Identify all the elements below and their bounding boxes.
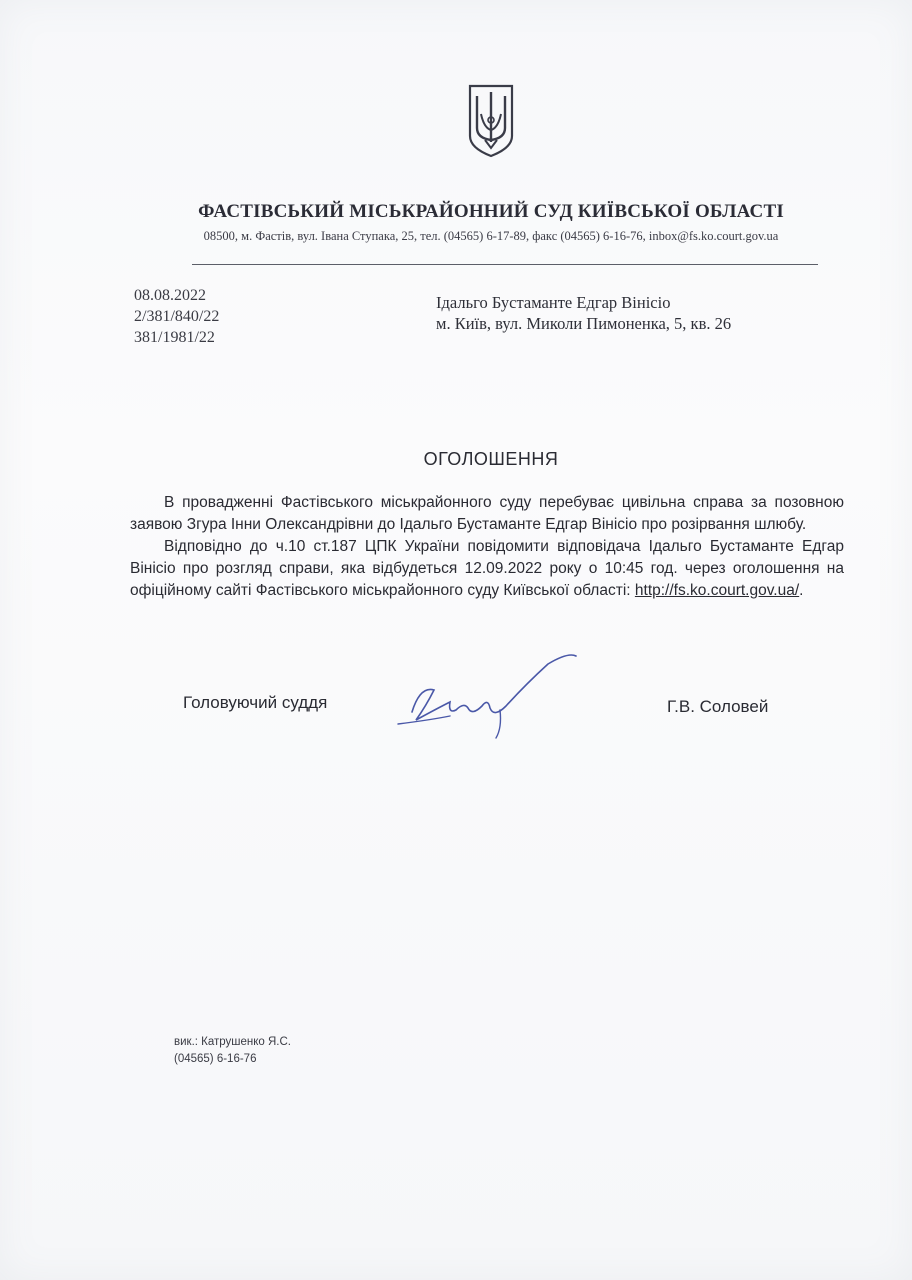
- link-suffix: .: [799, 582, 804, 599]
- trident-coat-of-arms-icon: [466, 84, 516, 158]
- executor-phone: (04565) 6-16-76: [174, 1053, 257, 1065]
- recipient-block: [436, 292, 731, 334]
- reference-block: [134, 285, 219, 348]
- outgoing-number: 2/381/840/22: [134, 308, 220, 325]
- court-website-link[interactable]: http://fs.ko.court.gov.ua/: [634, 582, 800, 599]
- notice-title: ОГОЛОШЕННЯ: [423, 449, 559, 469]
- notice-paragraph-2: [130, 536, 844, 602]
- recipient-address: м. Київ, вул. Миколи Пимоненка, 5, кв. 26: [436, 314, 732, 333]
- executor-name: вик.: Катрушенко Я.С.: [174, 1036, 291, 1048]
- recipient-name: Ідальго Бустаманте Едгар Вінісіо: [436, 293, 671, 312]
- judge-name: Г.В. Соловей: [667, 697, 769, 716]
- case-number: 381/1981/22: [134, 329, 215, 346]
- header-divider: [192, 264, 818, 265]
- handwritten-signature: [390, 650, 590, 745]
- document-date: 08.08.2022: [134, 287, 206, 304]
- notice-paragraph-1: В провадженні Фастівського міськрайонного суду перебуває цивільна справа за позовною заявою Згура Інни Олександрівни до Ідальго Бустаманте Едгар Вінісіо про розірвання шлюбу.: [130, 494, 844, 533]
- court-contacts: 08500, м. Фастів, вул. Івана Ступака, 25, тел. (04565) 6-17-89, факс (04565) 6-16-76, inbox@fs.ko.court.gov.ua: [203, 229, 779, 243]
- notice-body: [130, 492, 844, 602]
- executor-block: [174, 1034, 291, 1068]
- notice-paragraph-2-text: Відповідно до ч.10 ст.187 ЦПК України повідомити відповідача Ідальго Бустаманте Едгар Вінісіо про розгляд справи, яка відбудеться 12.09.2022 року о 10:45 год. через оголошення на офіційному сайті Фастівського міськрайонного суду Київської області:: [130, 538, 844, 599]
- court-name: ФАСТІВСЬКИЙ МІСЬКРАЙОННИЙ СУД КИЇВСЬКОЇ ОБЛАСТІ: [198, 201, 784, 222]
- signatory-role: Головуючий суддя: [183, 693, 328, 712]
